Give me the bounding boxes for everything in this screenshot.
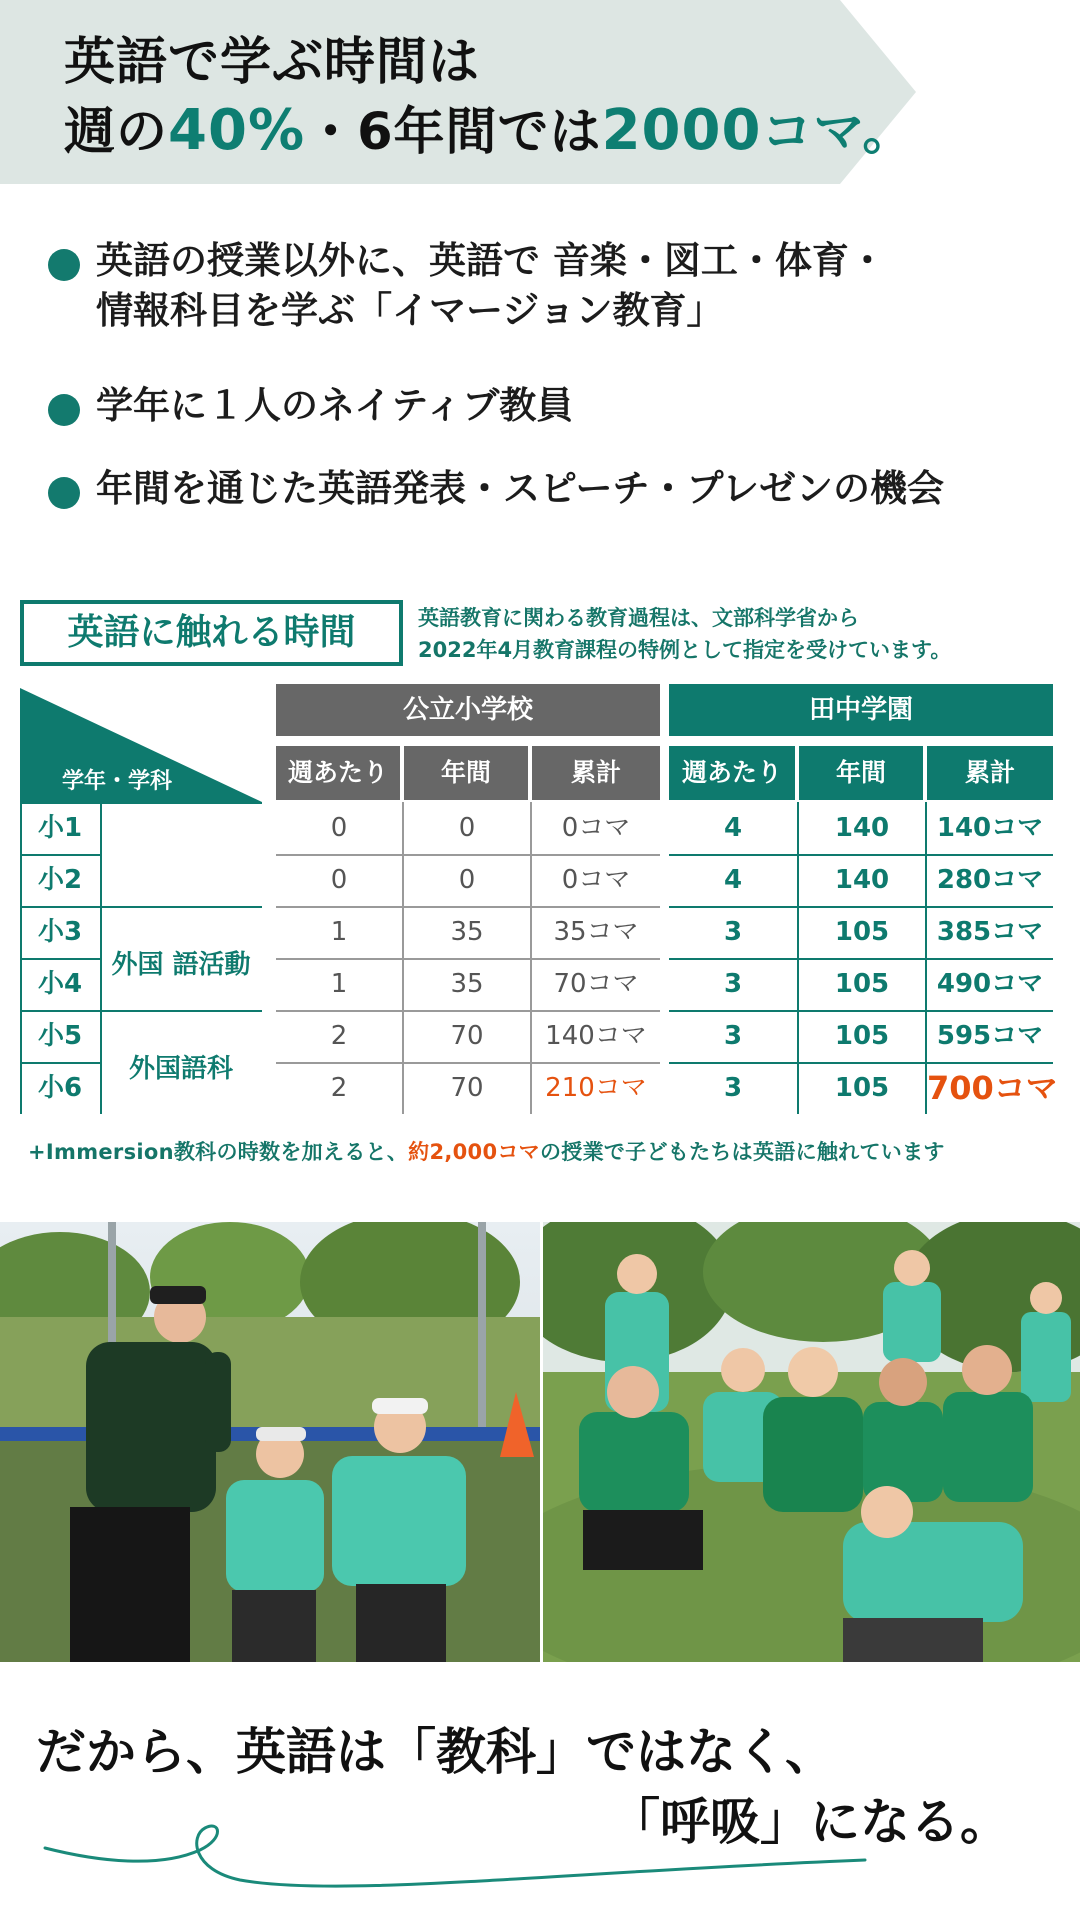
photo-students-group bbox=[543, 1222, 1080, 1662]
tanaka-annual-cell: 105 bbox=[834, 1073, 890, 1103]
public-col-annual: 年間 bbox=[404, 746, 528, 800]
tanaka-annual-cell: 105 bbox=[834, 917, 890, 947]
tanaka-annual-cell: 140 bbox=[834, 813, 890, 843]
table-corner-label: 学年・学科 bbox=[62, 769, 173, 794]
tanaka-total-cell: 280コマ bbox=[936, 865, 1044, 895]
tanaka-annual-cell: 105 bbox=[834, 1021, 890, 1051]
subject-foreign-language: 外国語科 bbox=[128, 1054, 233, 1084]
tanaka-weekly-cell: 4 bbox=[723, 865, 743, 895]
tanaka-total-cell-highlight: 700コマ bbox=[927, 1069, 1058, 1107]
feature-item-presentations bbox=[48, 464, 944, 514]
public-total-cell: 35コマ bbox=[553, 917, 639, 947]
banner-title-line2 bbox=[64, 90, 914, 164]
grade-label: 小5 bbox=[37, 1021, 83, 1051]
public-total-cell-highlight: 210コマ bbox=[545, 1073, 647, 1103]
bullet-dot-icon bbox=[48, 477, 80, 509]
banner-total: 2000 bbox=[601, 98, 762, 163]
banner-line2-pre: 週の bbox=[64, 103, 169, 162]
tanaka-col-annual: 年間 bbox=[799, 746, 923, 800]
tanaka-total-cell: 385コマ bbox=[936, 917, 1044, 947]
feature-item-immersion bbox=[48, 236, 886, 336]
tanaka-gakuen-header: 田中学園 bbox=[669, 684, 1053, 736]
feature-text-line2: 情報科目を学ぶ「イマージョン教育」 bbox=[96, 289, 724, 332]
closing-line1: だから、英語は「教科」ではなく、 bbox=[36, 1723, 835, 1781]
footnote-post: の授業で子どもたちは英語に触れています bbox=[539, 1140, 945, 1164]
public-weekly-cell: 1 bbox=[330, 917, 348, 947]
tanaka-annual-cell: 105 bbox=[834, 969, 890, 999]
feature-text-line1: 英語の授業以外に、英語で 音楽・図工・体育・ bbox=[96, 239, 886, 282]
tanaka-weekly-cell: 4 bbox=[723, 813, 743, 843]
public-col-total: 累計 bbox=[532, 746, 660, 800]
header-banner bbox=[0, 0, 916, 184]
public-col-weekly: 週あたり bbox=[276, 746, 400, 800]
feature-text: 年間を通じた英語発表・スピーチ・プレゼンの機会 bbox=[96, 467, 945, 510]
bullet-dot-icon bbox=[48, 249, 80, 281]
footnote-pre: +Immersion教科の時数を加えると、 bbox=[28, 1140, 409, 1164]
tanaka-weekly-cell: 3 bbox=[723, 1021, 743, 1051]
public-annual-cell: 35 bbox=[450, 969, 484, 999]
public-annual-cell: 35 bbox=[450, 917, 484, 947]
public-annual-cell: 70 bbox=[450, 1073, 484, 1103]
tanaka-col-total: 累計 bbox=[927, 746, 1053, 800]
tanaka-weekly-cell: 3 bbox=[723, 917, 743, 947]
public-weekly-cell: 2 bbox=[330, 1021, 348, 1051]
closing-line2: 「呼吸」になる。 bbox=[610, 1793, 1010, 1851]
public-total-cell: 140コマ bbox=[545, 1021, 647, 1051]
tanaka-weekly-cell: 3 bbox=[723, 969, 743, 999]
banner-percent: 40% bbox=[168, 98, 306, 163]
tanaka-total-cell: 490コマ bbox=[936, 969, 1044, 999]
public-weekly-cell: 0 bbox=[330, 813, 348, 843]
public-weekly-cell: 1 bbox=[330, 969, 348, 999]
banner-line2-mid: ・6年間では bbox=[305, 103, 602, 162]
feature-item-native-teacher bbox=[48, 381, 573, 431]
section-note-line1: 英語教育に関わる教育過程は、文部科学省から bbox=[418, 606, 859, 630]
public-annual-cell: 0 bbox=[458, 813, 476, 843]
banner-line2-post: コマ。 bbox=[761, 103, 915, 162]
subject-foreign-language-activity: 外国 語活動 bbox=[111, 950, 251, 980]
grade-label: 小4 bbox=[37, 969, 83, 999]
bullet-dot-icon bbox=[48, 394, 80, 426]
tanaka-weekly-cell: 3 bbox=[723, 1073, 743, 1103]
public-weekly-cell: 0 bbox=[330, 865, 348, 895]
public-total-cell: 70コマ bbox=[553, 969, 639, 999]
public-school-header: 公立小学校 bbox=[276, 684, 660, 736]
grade-label: 小1 bbox=[37, 813, 83, 843]
grade-label: 小3 bbox=[37, 917, 83, 947]
tanaka-annual-cell: 140 bbox=[834, 865, 890, 895]
section-note bbox=[418, 602, 951, 666]
tanaka-total-cell: 140コマ bbox=[936, 813, 1044, 843]
public-annual-cell: 70 bbox=[450, 1021, 484, 1051]
feature-text: 学年に１人のネイティブ教員 bbox=[96, 384, 574, 427]
banner-title-line1: 英語で学ぶ時間は bbox=[64, 33, 481, 92]
public-annual-cell: 0 bbox=[458, 865, 476, 895]
tanaka-col-weekly: 週あたり bbox=[669, 746, 795, 800]
tanaka-total-cell: 595コマ bbox=[936, 1021, 1044, 1051]
public-total-cell: 0コマ bbox=[561, 865, 631, 895]
grade-label: 小6 bbox=[37, 1073, 83, 1103]
public-total-cell: 0コマ bbox=[561, 813, 631, 843]
table-footnote bbox=[28, 1136, 945, 1166]
decorative-swoosh bbox=[40, 1820, 880, 1900]
section-note-line2: 2022年4月教育課程の特例として指定を受けています。 bbox=[418, 638, 952, 662]
photo-teacher-with-students bbox=[0, 1222, 540, 1662]
grade-label: 小2 bbox=[37, 865, 83, 895]
footnote-highlight: 約2,000コマ bbox=[408, 1140, 540, 1164]
section-title: 英語に触れる時間 bbox=[20, 600, 403, 666]
public-weekly-cell: 2 bbox=[330, 1073, 348, 1103]
